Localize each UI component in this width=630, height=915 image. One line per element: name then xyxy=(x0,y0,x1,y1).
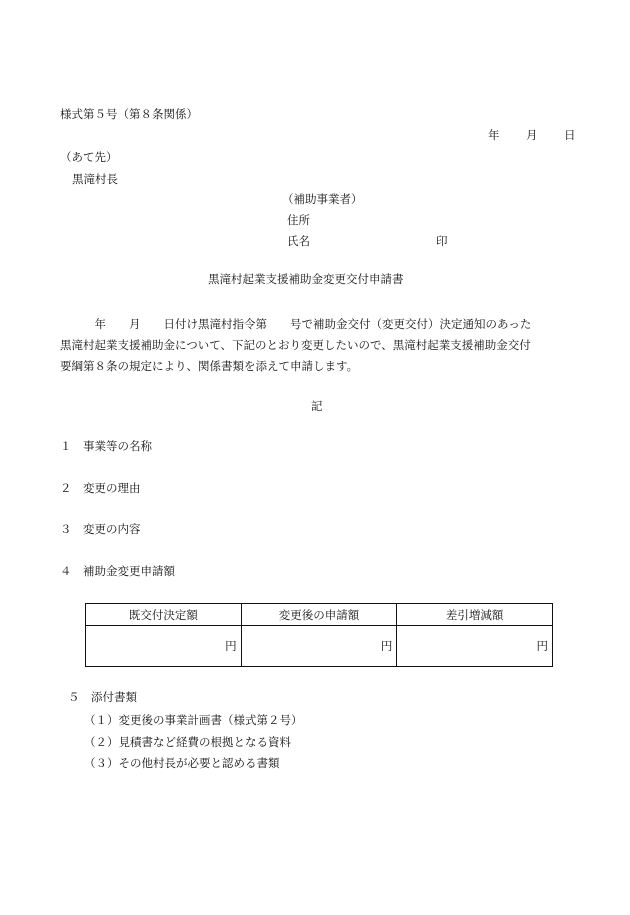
attachment-item: （１）変更後の事業計画書（様式第２号） xyxy=(84,713,303,727)
item-label: 事業等の名称 xyxy=(83,439,152,453)
item-label: 添付書類 xyxy=(91,690,137,704)
amount-table xyxy=(85,603,553,667)
date-month: 月 xyxy=(526,128,538,142)
header-decided-amount: 既交付決定額 xyxy=(86,604,242,626)
date-year: 年 xyxy=(488,128,500,142)
document-title: 黒滝村起業支援補助金変更交付申請書 xyxy=(208,272,404,286)
revised-amount-cell: 円 xyxy=(241,626,397,667)
applicant-address-label: 住所 xyxy=(287,213,310,227)
amount-table-row xyxy=(86,626,553,667)
body-line: 黒滝村起業支援補助金について、下記のとおり変更したいので、黒滝村起業支援補助金交付 xyxy=(60,338,531,352)
difference-cell: 円 xyxy=(397,626,553,667)
header-difference: 差引増減額 xyxy=(397,604,553,626)
item-change-reason xyxy=(60,483,141,495)
item-label: 補助金変更申請額 xyxy=(83,564,175,578)
item-number: ２ xyxy=(60,481,72,495)
item-project-name xyxy=(60,441,152,453)
item-number: ５ xyxy=(68,690,80,704)
attachment-item: （２）見積書など経費の根拠となる資料 xyxy=(84,735,291,749)
addressee-label: （あて先） xyxy=(60,150,118,164)
ki-heading: 記 xyxy=(311,399,323,413)
form-number: 様式第５号（第８条関係） xyxy=(60,107,198,121)
seal-label: 印 xyxy=(436,234,448,248)
header-revised-amount: 変更後の申請額 xyxy=(241,604,397,626)
item-amount xyxy=(60,566,175,578)
attachments-heading xyxy=(68,692,137,704)
decided-amount-cell: 円 xyxy=(86,626,242,667)
applicant-label: （補助事業者） xyxy=(282,192,363,206)
body-paragraph xyxy=(60,314,580,377)
amount-table-header-row xyxy=(86,604,553,626)
item-number: ３ xyxy=(60,522,72,536)
body-line: 要綱第８条の規定により、関係書類を添えて申請します。 xyxy=(60,359,359,373)
item-number: ４ xyxy=(60,564,72,578)
item-label: 変更の理由 xyxy=(83,481,141,495)
item-number: １ xyxy=(60,439,72,453)
item-label: 変更の内容 xyxy=(83,522,141,536)
attachment-item: （３）その他村長が必要と認める書類 xyxy=(84,756,280,770)
addressee: 黒滝村長 xyxy=(72,172,118,186)
applicant-name-label: 氏名 xyxy=(287,234,310,248)
item-change-details xyxy=(60,524,141,536)
date-day: 日 xyxy=(564,128,576,142)
body-line: 年 月 日付け黒滝村指令第 号で補助金交付（変更交付）決定通知のあった xyxy=(60,317,532,331)
